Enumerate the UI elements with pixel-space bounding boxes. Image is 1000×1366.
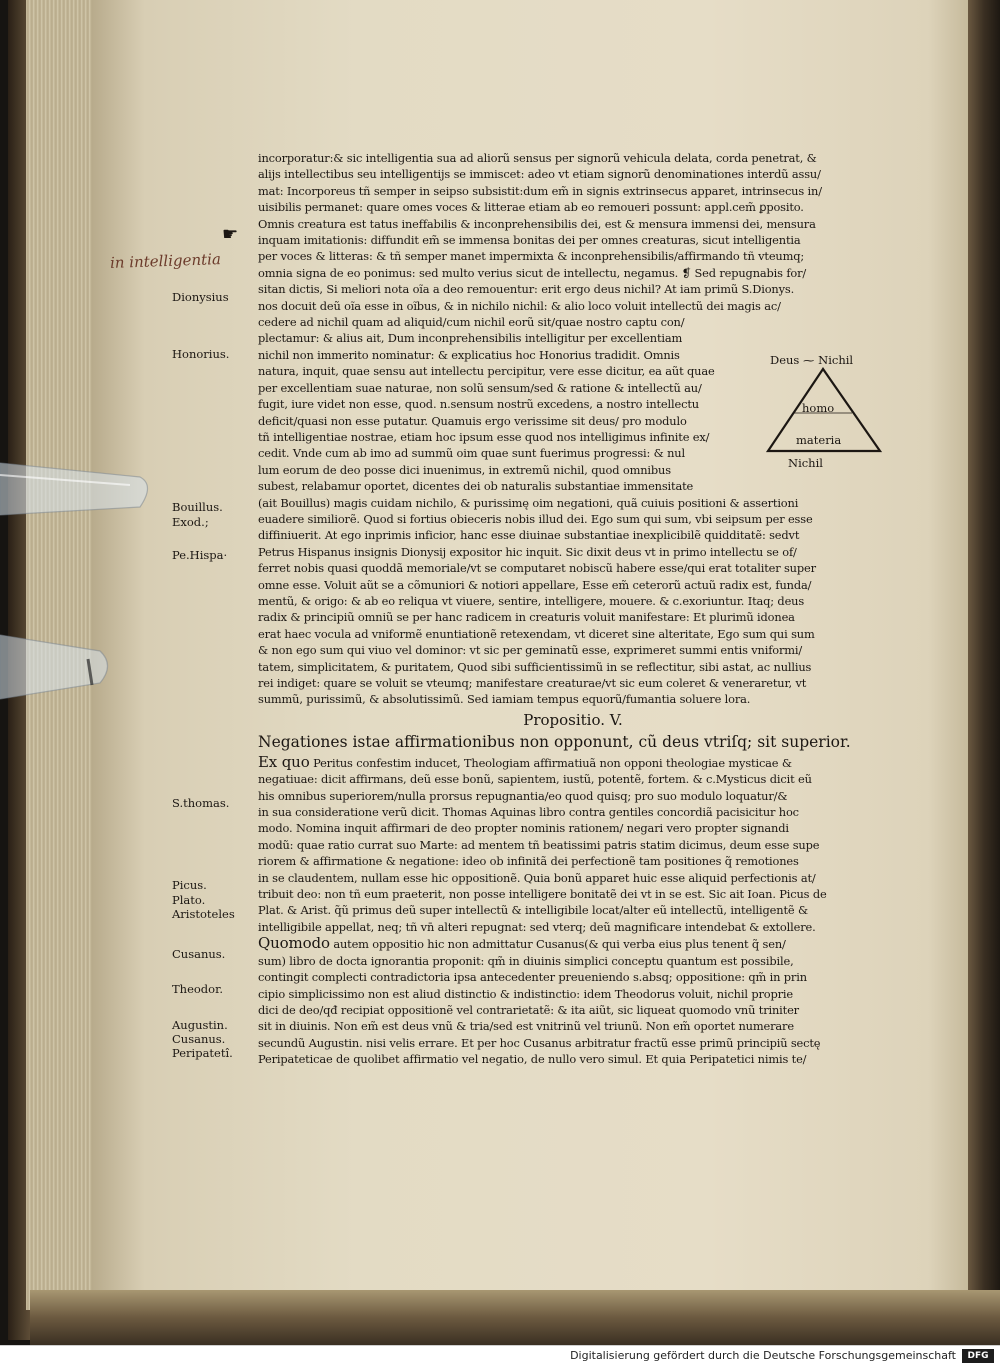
diagram-low-label: materia <box>796 433 842 447</box>
text-line: Peripateticae de quolibet affirmatio vel negatio, de nullo vero simul. Et quia Peripatetici nimis te/ <box>258 1052 807 1067</box>
diagram-mid-label: homo <box>802 401 835 415</box>
text-line: plectamur: & alius ait, Dum inconprehensibilis intelligitur per excellentiam <box>258 331 683 346</box>
text-line: nos docuit deũ oĩa esse in oĩbus, & in nichilo nichil: & alio loco voluit intellectũ dei magis ac/ <box>258 298 781 313</box>
text-line: Petrus Hispanus insignis Dionysij expositor hic inquit. Sic dixit deus vt in primo intellectu se of/ <box>258 544 797 559</box>
text-line: dici de deo/qđ recipiat oppositionẽ vel contrarietatẽ: & ita aiũt, sic liqueat quomodo vnũ triniter <box>258 1002 799 1017</box>
text-line: natura, inquit, quae sensu aut intellectu percipitur, vere esse dicitur, ea aũt quae <box>258 364 715 379</box>
text-line: negatiuae: dicit affirmans, deũ esse bonũ, sapientem, iustũ, potentẽ, fortem. & c.Mysticus dicit eũ <box>258 772 812 787</box>
margin-note-cusanus: Cusanus. <box>172 947 226 961</box>
text-line: diffiniuerit. At ego inprimis inficior, hanc esse diuinae substantiae inexplicibilẽ quidditatẽ: sedvt <box>258 528 800 543</box>
margin-note-augustin: Augustin. <box>172 1018 228 1032</box>
margin-note-honorius: Honorius. <box>172 347 230 361</box>
margin-note-peripatet: Peripatetî. <box>172 1046 233 1060</box>
text-line: intelligibile appellat, neq; tñ vn̄ alteri repugnat: sed vterq; deũ magnificare intendebat & extollere. <box>258 919 816 934</box>
margin-note-theodor: Theodor. <box>172 982 223 996</box>
margin-note-bouillus: Bouillus. <box>172 500 223 514</box>
text-line: tribuit deo: non tñ eum praeterit, non posse intelligere bonitatẽ dei vt in se est. Sic ait Ioan. Picus de <box>258 887 827 902</box>
text-line: modo. Nomina inquit affirmari de deo propter nominis rationem/ negari vero propter signandi <box>258 821 789 836</box>
text-line: tñ intelligentiae nostrae, etiam hoc ipsum esse quod nos intelligimus infinite ex/ <box>258 429 710 444</box>
text-line: per excellentiam suae naturae, non solũ sensum/sed & ratione & intellectũ au/ <box>258 380 702 395</box>
text-line: in sua consideratione verũ dicit. Thomas Aquinas libro contra gentiles concordiã pacisicitur hoc <box>258 805 799 820</box>
footer-credit: Digitalisierung gefördert durch die Deutsche Forschungsgemeinschaft <box>570 1349 956 1362</box>
text-line: cedit. Vnde cum ab imo ad summũ oim quae sunt fuerimus progressi: & nul <box>258 446 685 461</box>
text-line: euadere similiorẽ. Quod si fortius obieceris nobis illud dei. Ego sum qui sum, vbi seipsum per esse <box>258 511 813 526</box>
margin-note-exod: Exod.; <box>172 515 209 529</box>
section-three-first-line: autem oppositio hic non admittatur Cusanus(& qui verba eius plus tenent q̃ sen/ <box>333 937 786 952</box>
text-line: sum) libro de docta ignorantia proponit: qm̃ in diuinis simplici conceptu quantum est possibile, <box>258 953 794 968</box>
footer-bar <box>0 1345 1000 1366</box>
text-line: lum eorum de deo posse dici inuenimus, in extremũ nichil, quod omnibus <box>258 462 671 477</box>
text-line: his omnibus superiorem/nulla prorsus repugnantia/eo quod quisq; pro suo modulo loquatur/& <box>258 788 788 803</box>
text-line: mat: Incorporeus tñ semper in seipso subsistit:dum em̃ in signis extrinsecus apparet, intrinsecus in/ <box>258 183 822 198</box>
text-line: radix & principiũ omniũ se per hanc radicem in creaturis voluit manifestare: Et plurimũ idonea <box>258 610 795 625</box>
text-line: Omnis creatura est tatus ineffabilis & inconprehensibilis dei, est & mensura immensi dei, mensura <box>258 216 816 231</box>
margin-note-aristoteles: Aristoteles <box>172 907 235 921</box>
book-clip-lower <box>0 625 120 715</box>
text-line: summũ, purissimũ, & absolutissimũ. Sed iamiam tempus equorũ/fumantia soluere lora. <box>258 692 751 707</box>
text-line: alijs intellectibus seu intelligentijs se immiscet: adeo vt etiam signorũ denominationes interdũ assu/ <box>258 167 821 182</box>
diagram-bottom-label: Nichil <box>788 456 823 470</box>
text-line: contingit complecti contradictoria ipsa antecedenter preueniendo s.absq; oppositione: qm̃ in prin <box>258 970 807 985</box>
text-line: rei indiget: quare se voluit se vteumq; manifestare creaturae/vt sic eum coleret & veneraretur, vt <box>258 676 807 690</box>
deus-nichil-diagram <box>758 355 888 475</box>
proposition-subtitle: Negationes istae affirmationibus non opponunt, cũ deus vtriſq; sit superior. <box>258 732 851 751</box>
text-line: tatem, simplicitatem, & puritatem, Quod sibi sufficientissimũ in se reflectitur, sibi astat, ac nullius <box>258 659 812 674</box>
text-line: uisibilis permanet: quare omes voces & litterae etiam ab eo remoueri possunt: appl.cem̃ ꝑposito. <box>258 200 804 215</box>
text-line: modũ: quae ratio currat suo Marte: ad mentem tñ beatissimi patris statim dicimus, deum esse supe <box>258 837 820 852</box>
margin-note-picus: Picus. <box>172 878 207 892</box>
text-line: (ait Bouillus) magis cuidam nichilo, & purissimę oim negationi, quã cuiuis positioni & assertioni <box>258 495 799 510</box>
dfg-logo-icon: DFG <box>962 1349 994 1363</box>
text-line: per voces & litteras: & tñ semper manet impermixta & inconprehensibilis/affirmando tñ vteumq; <box>258 249 805 264</box>
text-line: sit in diuinis. Non em̃ est deus vnũ & tria/sed est vnitrinũ vel triunũ. Non em̃ oportet numerare <box>258 1019 794 1034</box>
text-line: Plat. & Arist. q̃ũ primus deũ super intellectũ & intelligibile locat/alter eũ intellectũ, intelligentẽ & <box>258 903 808 918</box>
text-line: omnia signa de eo ponimus: sed multo verius sicut de intellectu, negamus. ❡ Sed repugnabis for/ <box>258 265 807 280</box>
page-text <box>258 150 888 1068</box>
text-line: omne esse. Voluit aũt se a cõmuniori & notiori appellare, Esse em̃ ceterorũ actuũ radix est, funda/ <box>258 577 812 592</box>
text-line: nichil non immerito nominatur: & explicatius hoc Honorius tradidit. Omnis <box>258 347 680 362</box>
book-edge-right <box>968 0 1000 1345</box>
text-line: inquam imitationis: diffundit em̃ se immensa bonitas dei per omnes creaturas, sicut intelligentia <box>258 233 801 248</box>
text-line <box>258 754 888 771</box>
text-line: subest, relabamur oportet, dicentes dei ob naturalis substantiae immensitate <box>258 479 694 494</box>
text-line <box>258 935 888 952</box>
margin-note-pe-hispa: Pe.Hispa· <box>172 548 228 562</box>
proposition-title: Propositio. V. <box>523 710 623 729</box>
text-line: cipio simplicissimo non est aliud distinctio & indistinctio: idem Theodorus voluit, nichil proprie <box>258 986 793 1001</box>
text-line: in se claudentem, nullam esse hic oppositionẽ. Quia bonũ apparet huic esse aliquid perfectionis at/ <box>258 870 816 885</box>
margin-note-sthomas: S.thomas. <box>172 796 230 810</box>
section-two-lead: Ex quo <box>258 753 310 771</box>
handwritten-note: in intelligentia <box>109 250 222 272</box>
text-block-two <box>258 771 888 935</box>
text-line: erat haec vocula ad vniformẽ enuntiationẽ retexendam, vt diceret sine alteritate, Ego sum qui sum <box>258 626 815 641</box>
pointing-hand-icon: ☛ <box>222 224 239 245</box>
section-two-first-line: Peritus confestim inducet, Theologiam affirmatiuã non opponi theologiae mysticae & <box>313 755 792 770</box>
text-line: deficit/quasi non esse putatur. Quamuis ergo verissime sit deus/ pro modulo <box>258 413 687 428</box>
book-clip-upper <box>0 455 160 525</box>
text-block-three <box>258 953 888 1068</box>
triangle-shape <box>758 355 888 475</box>
text-line: fugit, iure videt non esse, quod. n.sensum nostrũ excedens, a nostro intellectu <box>258 397 699 412</box>
text-line: incorporatur:& sic intelligentia sua ad aliorũ sensus per signorũ vehicula delata, corda penetrat, & <box>258 151 817 165</box>
text-line: cedere ad nichil quam ad aliquid/cum nichil eorũ sit/quae nostro captu con/ <box>258 315 685 330</box>
margin-note-cusanus-2: Cusanus. <box>172 1032 226 1046</box>
text-line: sitan dictis, Si meliori nota oĩa a deo remouentur: erit ergo deus nichil? At iam primũ S.Dionys. <box>258 282 795 297</box>
margin-note-plato: Plato. <box>172 893 206 907</box>
diagram-top-label: Deus ⁓ Nichil <box>770 353 854 367</box>
text-line: secundũ Augustin. nisi velis errare. Et per hoc Cusanus arbitratur fractũ esse primũ principiũ sectę <box>258 1035 821 1050</box>
margin-note-dionysius: Dionysius <box>172 290 229 304</box>
text-line: ferret nobis quasi quoddã memoriale/vt se computaret nobiscũ habere esse/qui erat totaliter super <box>258 561 816 576</box>
book-bottom-edge <box>30 1290 1000 1345</box>
text-line: & non ego sum qui viuo vel dominor: vt sic per geminatũ esse, exprimeret summi entis vniformi/ <box>258 643 803 658</box>
section-three-lead: Quomodo <box>258 935 330 953</box>
text-line: riorem & affirmatione & negatione: ideo ob infinitã dei perfectionẽ tam positiones q̃ remotiones <box>258 854 799 869</box>
text-line: mentũ, & origo: & ab eo reliqua vt viuere, sentire, intelligere, mouere. & c.exoriuntur. Itaq; deus <box>258 593 805 608</box>
